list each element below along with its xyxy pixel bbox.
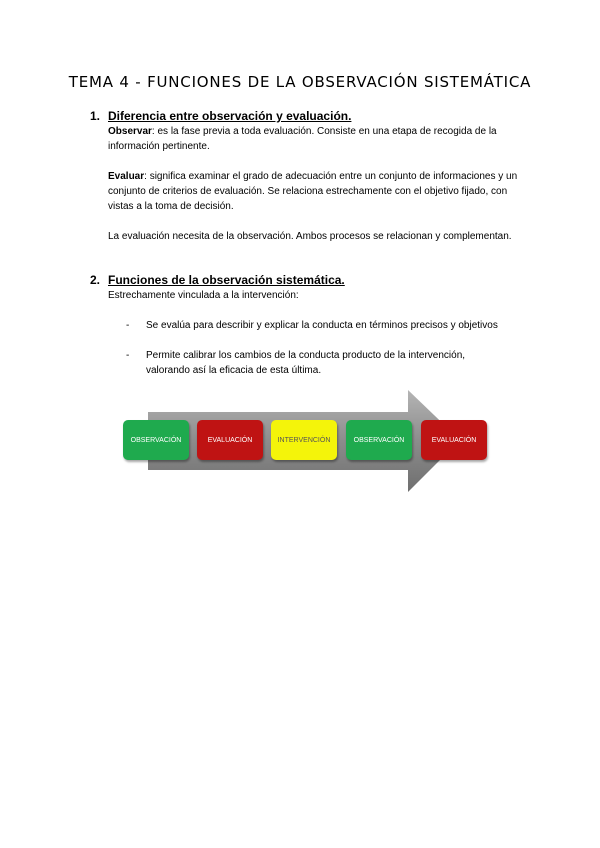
section-1-heading bbox=[90, 108, 530, 124]
list-item bbox=[126, 348, 506, 378]
step-evaluacion-1 bbox=[197, 420, 263, 460]
step-observacion-2 bbox=[346, 420, 412, 460]
section-1-number: 1. bbox=[90, 109, 101, 123]
closing-paragraph: La evaluación necesita de la observación. Ambos procesos se relacionan y complementan. bbox=[108, 231, 512, 242]
step-label: OBSERVACIÓN bbox=[130, 436, 182, 444]
observar-definition bbox=[108, 124, 530, 154]
bullet-marker: - bbox=[126, 350, 130, 361]
step-evaluacion-2 bbox=[421, 420, 487, 460]
evaluar-term: Evaluar bbox=[108, 171, 145, 182]
step-label: EVALUACIÓN bbox=[431, 436, 477, 444]
evaluar-text: : significa examinar el grado de adecuación entre un conjunto de informaciones y un conjunto de criterios de evaluación. Se relaciona estrechamente con el objetivo fijado, con vistas a la toma de decisión. bbox=[108, 171, 518, 212]
bullet-text: Se evalúa para describir y explicar la conducta en términos precisos y objetivos bbox=[146, 320, 498, 331]
step-label: INTERVENCIÓN bbox=[277, 436, 331, 444]
page-title: TEMA 4 - FUNCIONES DE LA OBSERVACIÓN SISTEMÁTICA bbox=[68, 73, 532, 91]
section-2-intro: Estrechamente vinculada a la intervención: bbox=[108, 290, 299, 301]
observar-text: : es la fase previa a toda evaluación. Consiste en una etapa de recogida de la información pertinente. bbox=[108, 126, 497, 152]
observar-term: Observar bbox=[108, 126, 152, 137]
bullet-text: Permite calibrar los cambios de la conducta producto de la intervención, valorando así la eficacia de esta última. bbox=[146, 350, 466, 376]
section-1-title: Diferencia entre observación y evaluación. bbox=[108, 109, 352, 123]
step-intervencion bbox=[271, 420, 337, 460]
section-2-number: 2. bbox=[90, 273, 101, 287]
step-label: OBSERVACIÓN bbox=[353, 436, 405, 444]
bullet-list bbox=[126, 318, 506, 378]
step-observacion-1 bbox=[123, 420, 189, 460]
list-item bbox=[126, 318, 506, 333]
bullet-marker: - bbox=[126, 320, 130, 331]
step-label: EVALUACIÓN bbox=[207, 436, 253, 444]
evaluar-definition bbox=[108, 169, 530, 214]
section-2-heading bbox=[90, 272, 530, 288]
section-2 bbox=[90, 272, 530, 303]
section-2-title: Funciones de la observación sistemática. bbox=[108, 273, 345, 287]
process-diagram bbox=[118, 390, 493, 495]
section-1 bbox=[90, 108, 530, 244]
